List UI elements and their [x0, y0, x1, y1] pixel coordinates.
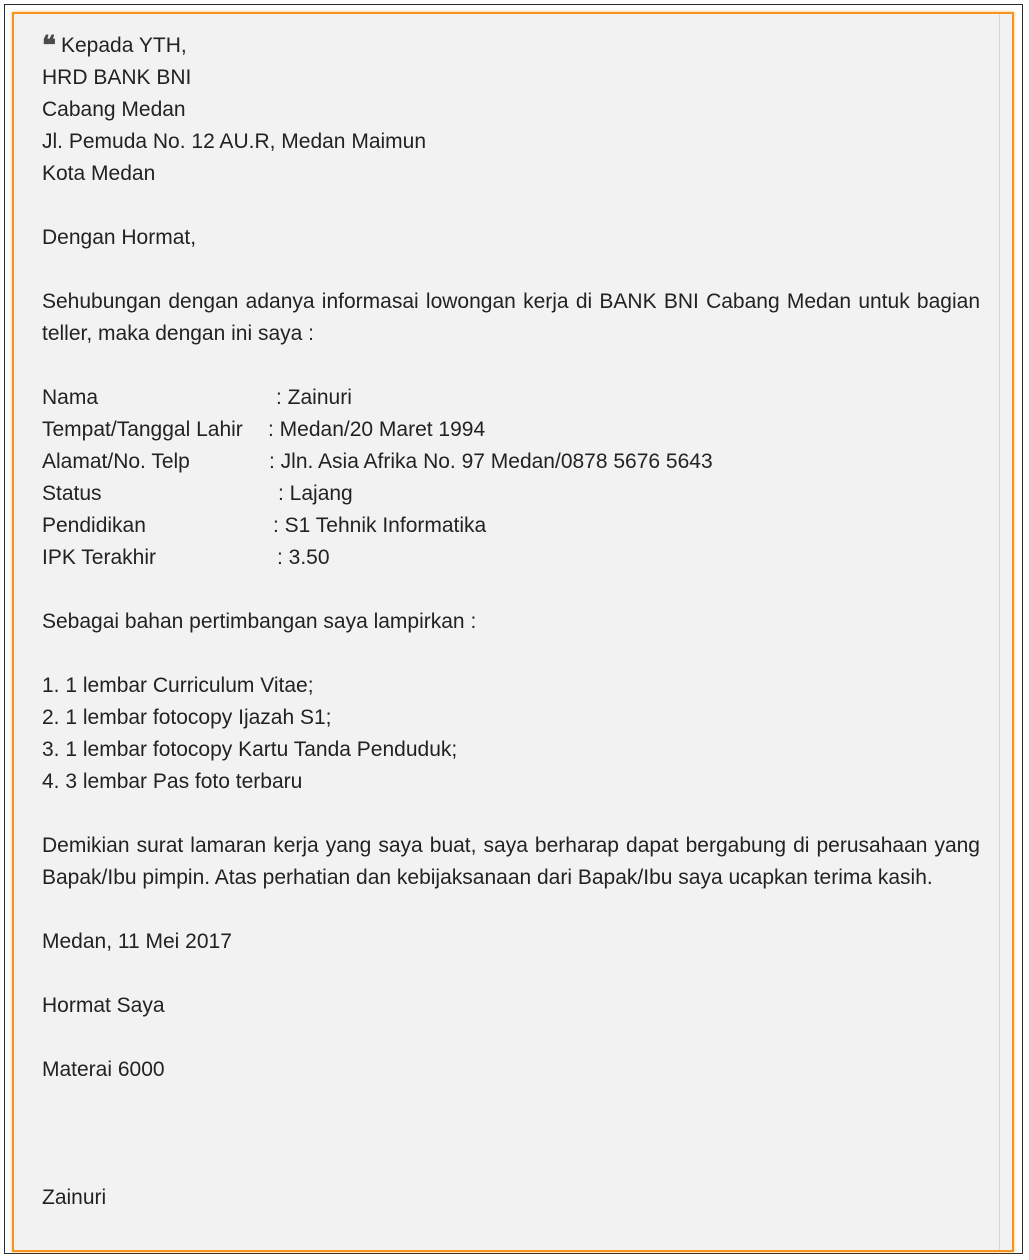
- attachment-item: 1. 1 lembar Curriculum Vitae;: [42, 674, 314, 697]
- field-label: Nama: [42, 386, 99, 409]
- greeting: Dengan Hormat,: [42, 226, 197, 249]
- field-value: : S1 Tehnik Informatika: [273, 514, 487, 537]
- field-value: : 3.50: [277, 546, 330, 569]
- blockquote-inner-edge: [999, 14, 1000, 1250]
- field-label: Status: [42, 482, 102, 505]
- field-label: Alamat/No. Telp: [42, 450, 190, 473]
- field-row-status: [42, 478, 980, 510]
- recipient-line: Cabang Medan: [42, 98, 186, 121]
- recipient-line: HRD BANK BNI: [42, 66, 192, 89]
- intro-paragraph: Sehubungan dengan adanya informasai lowongan kerja di BANK BNI Cabang Medan untuk bagian teller, maka dengan ini saya :: [42, 290, 980, 345]
- blockquote: [12, 12, 1014, 1252]
- attachment-item: 4. 3 lembar Pas foto terbaru: [42, 770, 303, 793]
- field-row-alamat-telp: [42, 446, 980, 478]
- recipient-line: Jl. Pemuda No. 12 AU.R, Medan Maimun: [42, 130, 427, 153]
- letter-content: [42, 30, 980, 1214]
- recipient-salutation: Kepada YTH,: [61, 34, 187, 57]
- signer-name: Zainuri: [42, 1186, 107, 1209]
- field-row-ipk: [42, 542, 980, 574]
- field-value: : Medan/20 Maret 1994: [268, 418, 486, 441]
- stamp-note: Materai 6000: [42, 1058, 165, 1081]
- field-row-tempat-tanggal-lahir: [42, 414, 980, 446]
- field-value: : Jln. Asia Afrika No. 97 Medan/0878 5676 5643: [269, 450, 713, 473]
- field-label: Pendidikan: [42, 514, 146, 537]
- closing-paragraph: Demikian surat lamaran kerja yang saya buat, saya berharap dapat bergabung di perusahaan yang Bapak/Ibu pimpin. Atas perhatian dan kebijaksanaan dari Bapak/Ibu saya ucapkan terima kasih.: [42, 834, 980, 889]
- attachments-intro: Sebagai bahan pertimbangan saya lampirkan :: [42, 610, 477, 633]
- field-label: IPK Terakhir: [42, 546, 156, 569]
- field-label: Tempat/Tanggal Lahir: [42, 418, 243, 441]
- recipient-line: Kota Medan: [42, 162, 156, 185]
- field-row-nama: [42, 382, 980, 414]
- field-row-pendidikan: [42, 510, 980, 542]
- attachment-item: 3. 1 lembar fotocopy Kartu Tanda Penduduk;: [42, 738, 458, 761]
- recipient-salutation-line: [42, 30, 980, 62]
- place-date: Medan, 11 Mei 2017: [42, 930, 232, 953]
- field-value: : Lajang: [278, 482, 353, 505]
- regards: Hormat Saya: [42, 994, 165, 1017]
- attachment-item: 2. 1 lembar fotocopy Ijazah S1;: [42, 706, 332, 729]
- field-value: : Zainuri: [276, 386, 352, 409]
- quote-icon: ❝: [42, 31, 53, 61]
